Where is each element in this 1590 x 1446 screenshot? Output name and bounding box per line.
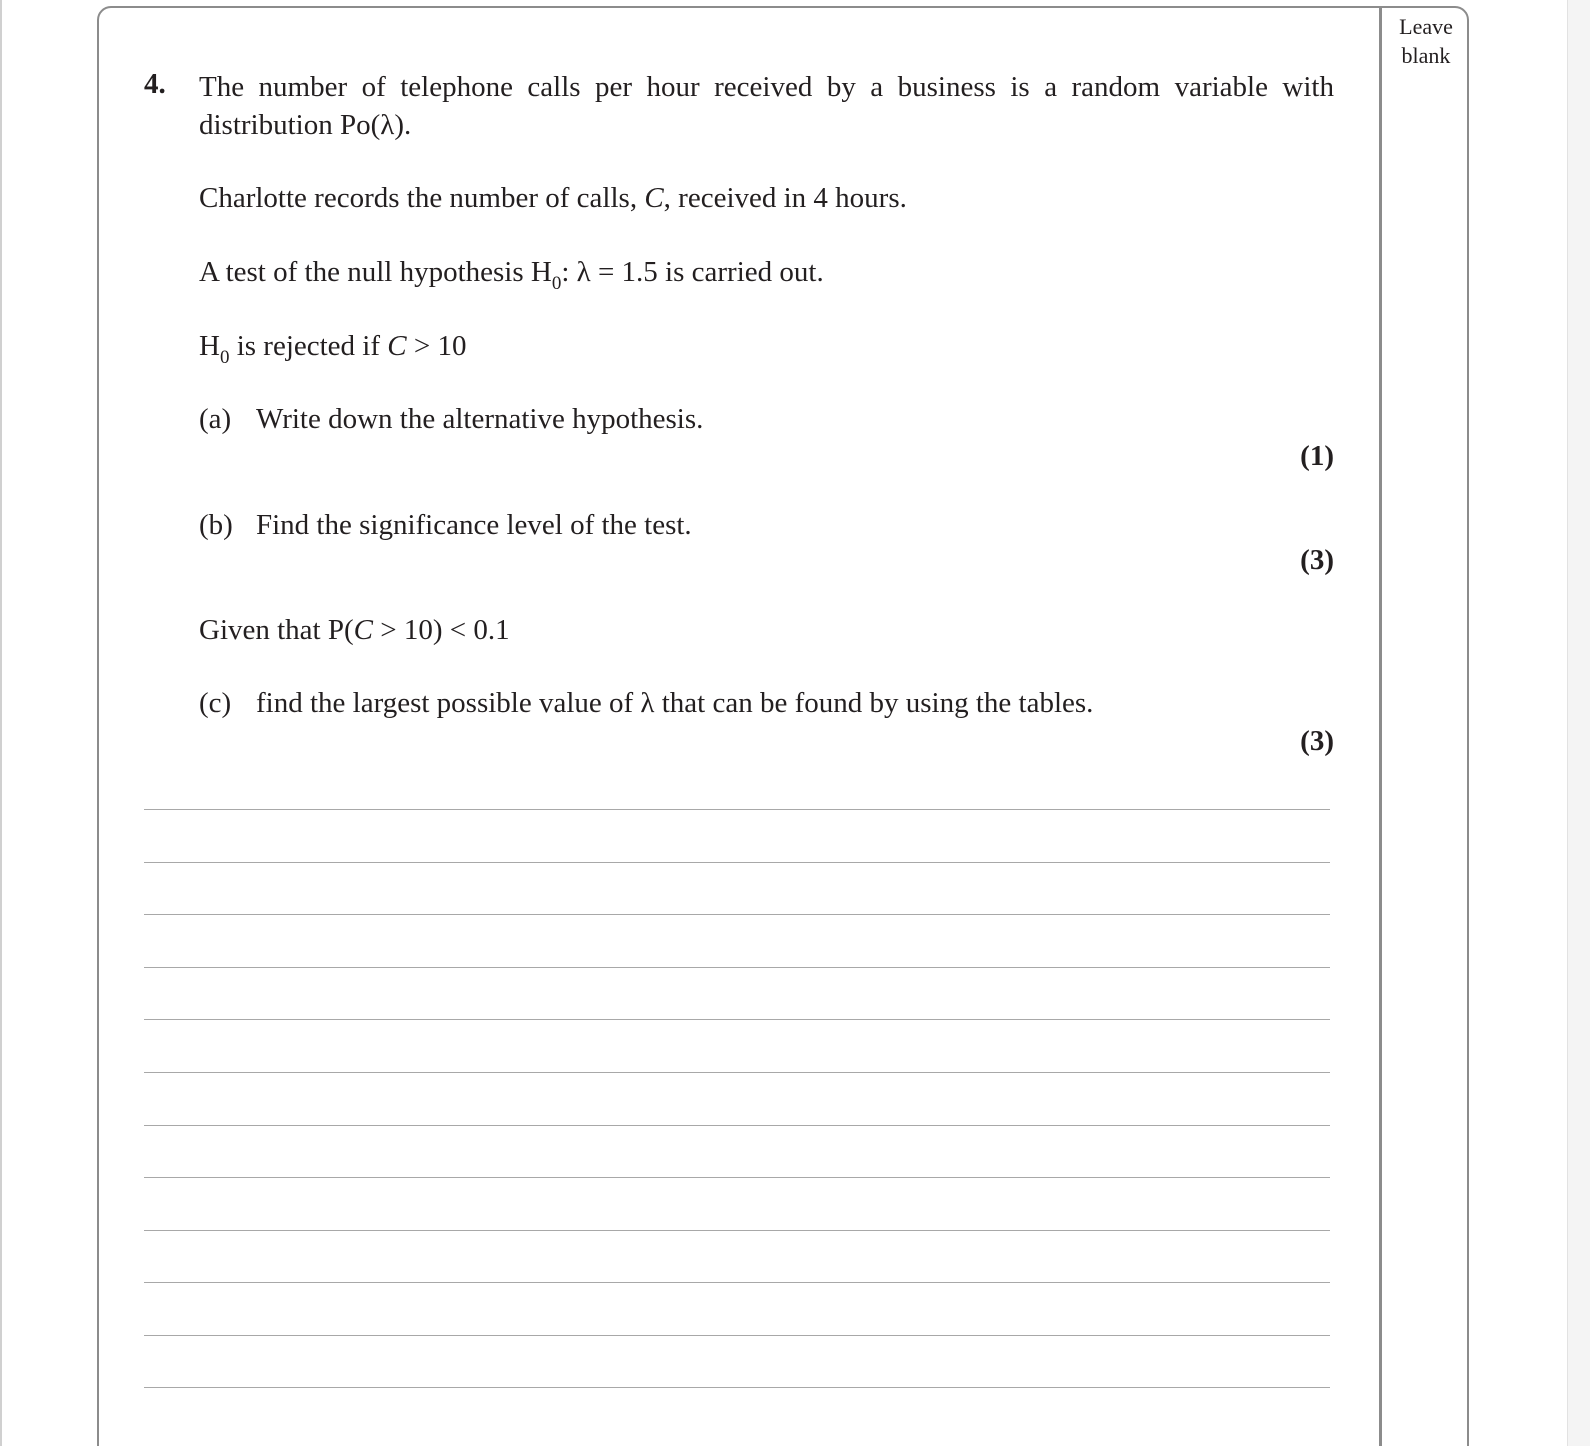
reject-h: H bbox=[199, 330, 220, 362]
answer-line[interactable] bbox=[144, 862, 1330, 863]
leave-blank-line2: blank bbox=[1401, 43, 1451, 68]
part-b-marks: (3) bbox=[1300, 544, 1334, 576]
null-subscript: 0 bbox=[551, 273, 562, 294]
part-b bbox=[199, 506, 692, 544]
null-text-b: : λ = 1.5 is carried out. bbox=[561, 256, 824, 288]
answer-line[interactable] bbox=[144, 967, 1330, 968]
answer-line[interactable] bbox=[144, 1387, 1330, 1388]
given-text-a: Given that P( bbox=[199, 614, 354, 646]
question-number: 4. bbox=[144, 68, 166, 100]
answer-line[interactable] bbox=[144, 1230, 1330, 1231]
page-right-edge bbox=[1567, 0, 1590, 1446]
margin-divider bbox=[1379, 6, 1382, 1446]
reject-text-a: is rejected if bbox=[229, 330, 388, 362]
page-left-edge bbox=[0, 0, 2, 1446]
null-hypothesis-statement bbox=[199, 253, 824, 295]
answer-line[interactable] bbox=[144, 1019, 1330, 1020]
part-a-label: (a) bbox=[199, 403, 232, 435]
part-b-text: Find the significance level of the test. bbox=[256, 509, 692, 541]
charlotte-text-b: , received in 4 hours. bbox=[663, 182, 907, 214]
answer-line[interactable] bbox=[144, 1072, 1330, 1073]
stem-line-2: distribution Po(λ). bbox=[199, 109, 412, 141]
answer-line[interactable] bbox=[144, 1177, 1330, 1178]
answer-line[interactable] bbox=[144, 1335, 1330, 1336]
part-a-marks: (1) bbox=[1300, 440, 1334, 472]
part-c-marks: (3) bbox=[1300, 725, 1334, 757]
part-c-label: (c) bbox=[199, 687, 232, 719]
part-a-text: Write down the alternative hypothesis. bbox=[256, 403, 704, 435]
given-text-b: > 10) < 0.1 bbox=[373, 614, 510, 646]
part-c-text: find the largest possible value of λ that can be found by using the tables. bbox=[256, 687, 1094, 719]
leave-blank-label bbox=[1382, 12, 1470, 70]
charlotte-text-a: Charlotte records the number of calls, bbox=[199, 182, 645, 214]
part-c bbox=[199, 684, 1093, 722]
answer-line[interactable] bbox=[144, 1282, 1330, 1283]
null-text-a: A test of the null hypothesis H bbox=[199, 256, 552, 288]
reject-variable: C bbox=[387, 330, 407, 362]
answer-line[interactable] bbox=[144, 914, 1330, 915]
part-b-label: (b) bbox=[199, 509, 233, 541]
reject-subscript: 0 bbox=[219, 347, 230, 368]
answer-line[interactable] bbox=[144, 1125, 1330, 1126]
leave-blank-line1: Leave bbox=[1399, 14, 1453, 39]
given-condition bbox=[199, 611, 510, 649]
question-stem bbox=[199, 68, 1334, 144]
answer-line[interactable] bbox=[144, 809, 1330, 810]
reject-text-b: > 10 bbox=[406, 330, 467, 362]
rejection-rule bbox=[199, 327, 466, 369]
given-variable: C bbox=[353, 614, 373, 646]
charlotte-variable: C bbox=[644, 182, 664, 214]
charlotte-statement bbox=[199, 179, 907, 217]
stem-line-1: The number of telephone calls per hour received by a business is a random variable with bbox=[199, 71, 1334, 103]
part-a bbox=[199, 400, 703, 438]
